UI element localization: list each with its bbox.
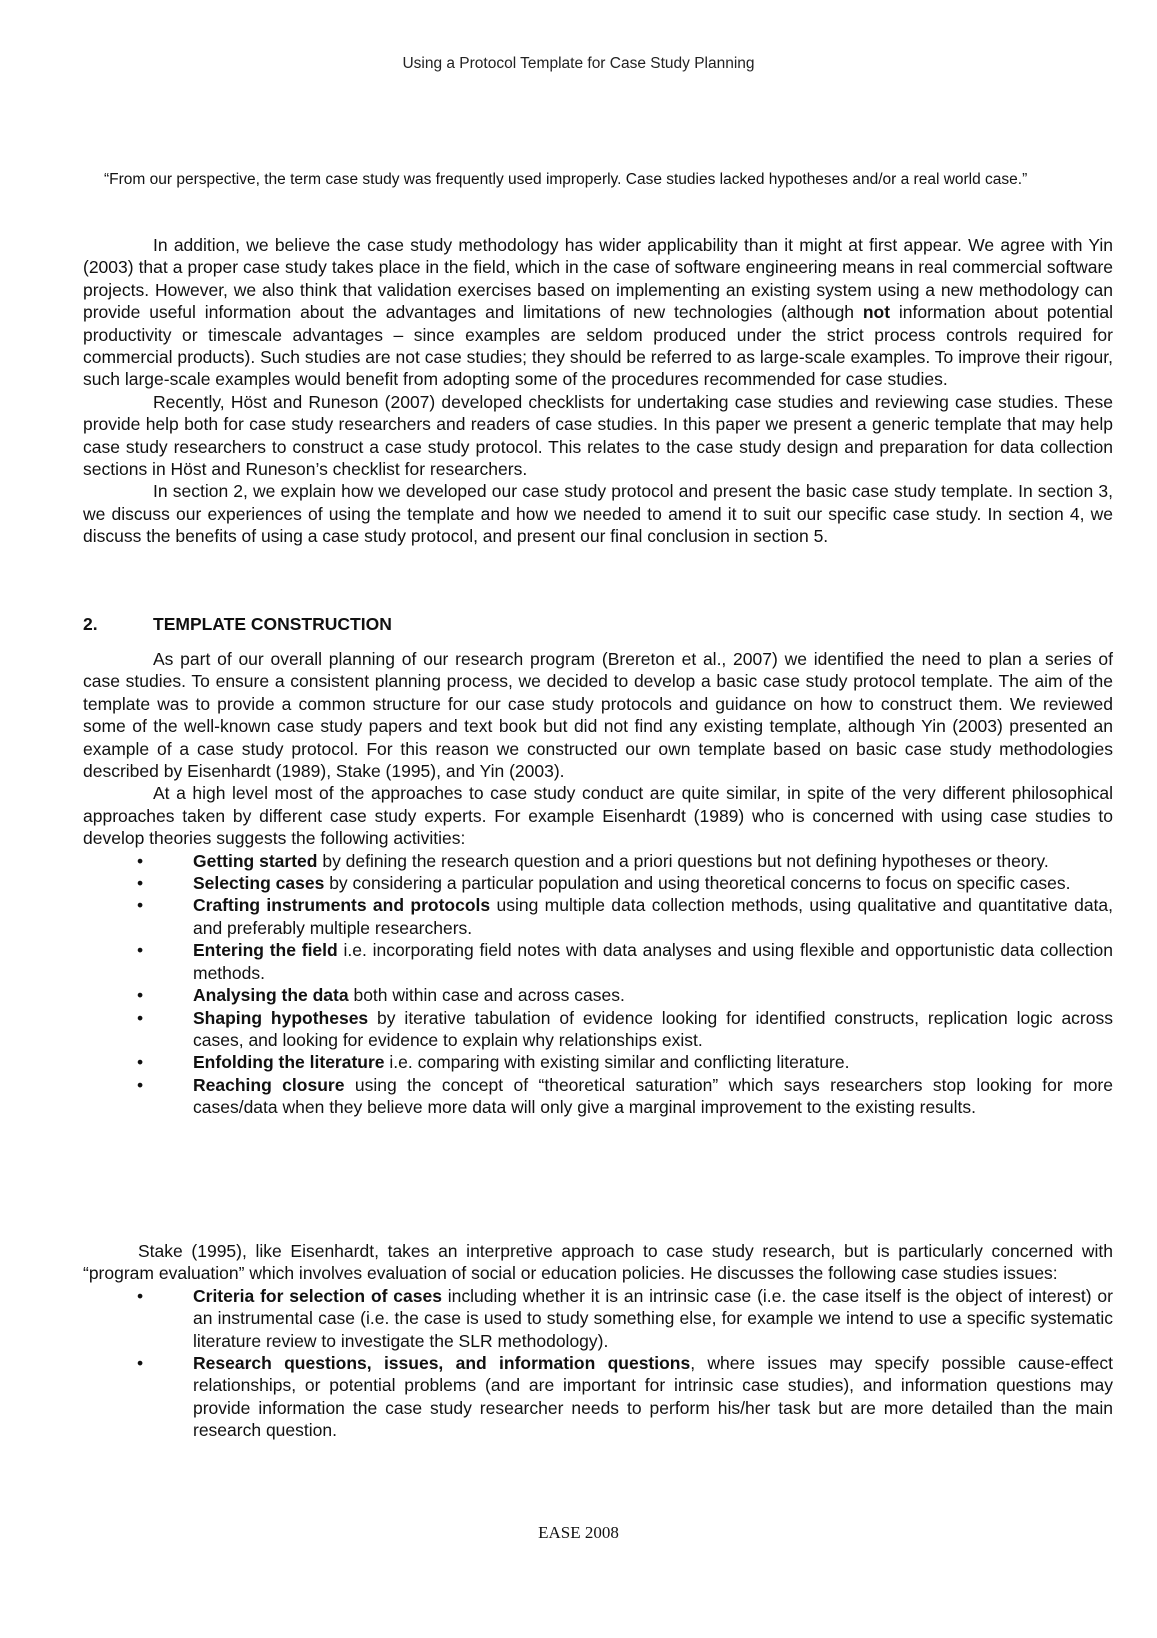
list-item-term: Criteria for selection of cases [193, 1285, 442, 1306]
section-heading [83, 614, 392, 635]
list-item-text: both within case and across cases. [348, 985, 625, 1006]
intro-paragraph-2: Recently, Höst and Runeson (2007) developed checklists for undertaking case studies and reviewing case studies. These provide help both for case study researchers and readers of case studies. In this paper we present a generic template that may help case study researchers to construct a case study protocol. This relates to the case study design and preparation for data collection sections in Höst and Runeson’s checklist for researchers. [83, 391, 1113, 480]
list-item-term: Crafting instruments and protocols [193, 895, 491, 916]
list-item-term: Analysing the data [193, 985, 349, 1006]
bullet-icon: • [137, 940, 144, 961]
list-item [83, 1352, 1113, 1442]
bullet-icon: • [137, 850, 144, 871]
list-item-text: , where issues may specify possible cause-effect relationships, or potential problems (and are important for intrinsic case studies), and information questions may provide information the case study researcher needs to perform his/her task but are more detailed than the main research question. [193, 1353, 1113, 1441]
list-item-text: by considering a particular population and using theoretical concerns to focus on specific cases. [324, 873, 1071, 894]
list-item-text: by iterative tabulation of evidence looking for identified constructs, replication logic across cases, and looking for evidence to explain why relationships exist. [193, 1007, 1113, 1050]
list-item [83, 1074, 1113, 1119]
list-item-term: Getting started [193, 850, 318, 871]
section-number: 2. [83, 614, 98, 634]
bullet-icon: • [137, 1052, 144, 1073]
list-item [83, 1285, 1113, 1352]
list-item-term: Reaching closure [193, 1074, 345, 1095]
introduction-body [83, 234, 1113, 548]
stake-paragraph: Stake (1995), like Eisenhardt, takes an interpretive approach to case study research, but is particularly concerned with “program evaluation” which involves evaluation of social or education policies. He discusses the following case studies issues: [83, 1241, 1113, 1284]
bullet-icon: • [137, 1074, 144, 1095]
bullet-icon: • [137, 985, 144, 1006]
eisenhardt-activities-list [83, 850, 1113, 1119]
list-item [83, 939, 1113, 984]
section-2-paragraph-2: At a high level most of the approaches to case study conduct are quite similar, in spite of the very different philosophical approaches taken by different case study experts. For example Eisenhardt (1989) who is concerned with using case studies to develop theories suggests the following activities: [83, 783, 1113, 849]
list-item [83, 872, 1113, 894]
list-item-text: i.e. incorporating field notes with data analyses and using flexible and opportunistic data collection methods. [193, 940, 1113, 983]
section-2-body [83, 648, 1113, 1119]
bullet-icon: • [137, 873, 144, 894]
block-quote: “From our perspective, the term case study was frequently used improperly. Case studies lacked hypotheses and/or a real world case.” [104, 171, 1028, 188]
stake-issues-list [83, 1285, 1113, 1442]
list-item-term: Research questions, issues, and information questions [193, 1353, 691, 1374]
bullet-icon: • [137, 1007, 144, 1028]
list-item-text: using multiple data collection methods, using qualitative and quantitative data, and preferably multiple researchers. [193, 895, 1114, 938]
intro-paragraph-3: In section 2, we explain how we developed our case study protocol and present the basic case study template. In section 3, we discuss our experiences of using the template and how we needed to amend it to suit our specific case study. In section 4, we discuss the benefits of using a case study protocol, and present our final conclusion in section 5. [83, 481, 1113, 547]
section-2-paragraph-1: As part of our overall planning of our research program (Brereton et al., 2007) we identified the need to plan a series of case studies. To ensure a consistent planning process, we decided to develop a basic case study protocol template. The aim of the template was to provide a common structure for our case study protocols and guidance on how to construct them. We reviewed some of the well-known case study papers and text book but did not find any existing template, although Yin (2003) presented an example of a case study protocol. For this reason we constructed our own template based on basic case study methodologies described by Eisenhardt (1989), Stake (1995), and Yin (2003). [83, 649, 1113, 782]
stake-body [83, 1240, 1113, 1442]
section-title: TEMPLATE CONSTRUCTION [153, 614, 392, 634]
list-item-text: by defining the research question and a priori questions but not defining hypotheses or theory. [317, 850, 1049, 871]
intro-paragraph-1: In addition, we believe the case study methodology has wider applicability than it might at first appear. We agree with Yin (2003) that a proper case study takes place in the field, which in the case of software engineering means in real commercial software projects. However, we also think that validation exercises based on implementing an existing system using a new methodology can provide useful information about the advantages and limitations of new technologies (although not information about potential productivity or timescale advantages – since examples are seldom produced under the strict process controls required for commercial products). Such studies are not case studies; they should be referred to as large-scale examples. To improve their rigour, such large-scale examples would benefit from adopting some of the procedures recommended for case studies. [83, 235, 1113, 390]
bullet-icon: • [137, 895, 144, 916]
page-footer: EASE 2008 [538, 1523, 619, 1542]
bullet-icon: • [137, 1353, 144, 1374]
list-item-term: Shaping hypotheses [193, 1007, 369, 1028]
list-item [83, 1051, 1113, 1073]
running-header: Using a Protocol Template for Case Study Planning [402, 55, 755, 72]
list-item-text: including whether it is an intrinsic case (i.e. the case itself is the object of interest) or an instrumental case (i.e. the case is used to study something else, for example we intend to use a specific systematic literature review to investigate the SLR methodology). [193, 1285, 1113, 1351]
list-item [83, 850, 1113, 872]
list-item-term: Selecting cases [193, 873, 325, 894]
list-item-term: Enfolding the literature [193, 1052, 385, 1073]
list-item [83, 984, 1113, 1006]
list-item [83, 894, 1113, 939]
bullet-icon: • [137, 1285, 144, 1306]
list-item-term: Entering the field [193, 940, 338, 961]
list-item-text: i.e. comparing with existing similar and conflicting literature. [384, 1052, 850, 1073]
list-item [83, 1007, 1113, 1052]
list-item-text: using the concept of “theoretical saturation” which says researchers stop looking for more cases/data when they believe more data will only give a marginal improvement to the existing results. [193, 1074, 1113, 1118]
